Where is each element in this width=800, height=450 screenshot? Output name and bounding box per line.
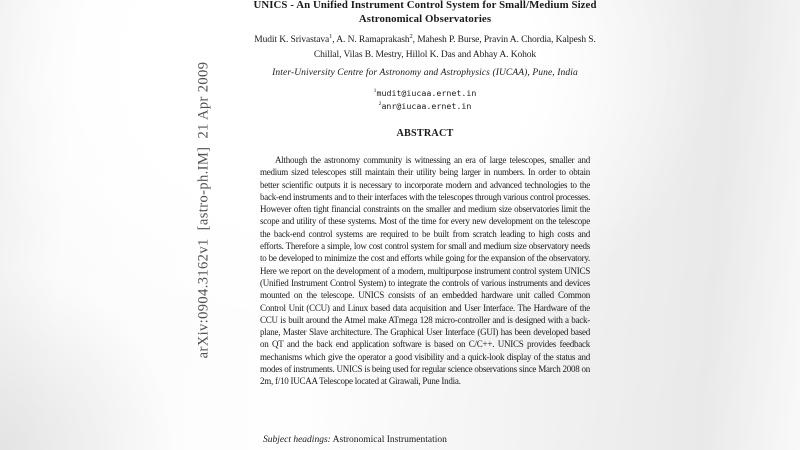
- abstract-text: Although the astronomy community is witnessing an era of large telescopes, smaller and medium sized telescopes still maintain their utility being larger in numbers. In order to obtain better scientific outputs it is necessary to incorporate modern and advanced technologies to the back-end instruments and to their interfaces with the telescopes through various control processes. However often tight financial constraints on the smaller and medium size observatories limit the scope and utility of these systems. Most of the time for every new development on the telescope the back-end control systems are required to be built from scratch leading to high costs and efforts. Therefore a simple, low cost control system for small and medium size observatory needs to be developed to minimize the cost and efforts while going for the expansion of the observatory. Here we report on the development of a modern, multipurpose instrument control system UNICS (Unified Instrument Control System) to integrate the controls of various instruments and devices mounted on the telescope. UNICS consists of an embedded hardware unit called Common Control Unit (CCU) and Linux based data acquisition and User Interface. The Hardware of the CCU is built around the Atmel make ATmega 128 micro-controller and is designed with a back-plane, Master Slave architecture. The Graphical User Interface (GUI) has been developed based on QT and the back end application software is based on C/C++. UNICS provides feedback mechanisms which give the operator a good visibility and a quick-look display of the status and modes of instruments. UNICS is being used for regular science observations since March 2008 on 2m, f/10 IUCAA Telescope located at Girawali, Pune India.: [260, 155, 590, 387]
- author-list: [203, 33, 647, 62]
- author-list-line-1: [203, 33, 647, 48]
- email-line-2: [203, 100, 647, 113]
- affiliation: Inter-University Centre for Astronomy and Astrophysics (IUCAA), Pune, India: [272, 68, 578, 78]
- email-address: anr@iucaa.ernet.in: [381, 101, 472, 111]
- email-footnote-marker: 2: [378, 101, 382, 108]
- email-line-1: [203, 87, 647, 100]
- author-names-rest: , Mahesh P. Burse, Pravin A. Chordia, Kalpesh S.: [412, 35, 596, 45]
- email-footnote-marker: 1: [373, 88, 377, 95]
- paper-title: [203, 0, 647, 26]
- email-block: [203, 87, 647, 113]
- abstract-heading: ABSTRACT: [396, 128, 454, 139]
- subject-headings-value: Astronomical Instrumentation: [332, 435, 447, 445]
- paper-content-column: [203, 0, 647, 450]
- author-name: Mudit K. Srivastava: [254, 35, 330, 45]
- subject-headings: [263, 435, 647, 445]
- author-footnote-marker: 1: [329, 32, 333, 40]
- paper-title-line-1: UNICS - An Unified Instrument Control System for Small/Medium Sized: [253, 0, 597, 11]
- author-name: , A. N. Ramaprakash: [332, 35, 410, 45]
- subject-headings-label: Subject headings:: [263, 435, 331, 445]
- author-list-line-2: Chillal, Vilas B. Mestry, Hillol K. Das and Abhay A. Kohok: [313, 49, 537, 60]
- email-address: mudit@iucaa.ernet.in: [376, 88, 477, 98]
- author-footnote-marker: 2: [409, 32, 413, 40]
- arxiv-watermark: arXiv:0904.3162v1 [astro-ph.IM] 21 Apr 2009: [195, 61, 212, 359]
- paper-title-line-2: Astronomical Observatories: [358, 12, 492, 25]
